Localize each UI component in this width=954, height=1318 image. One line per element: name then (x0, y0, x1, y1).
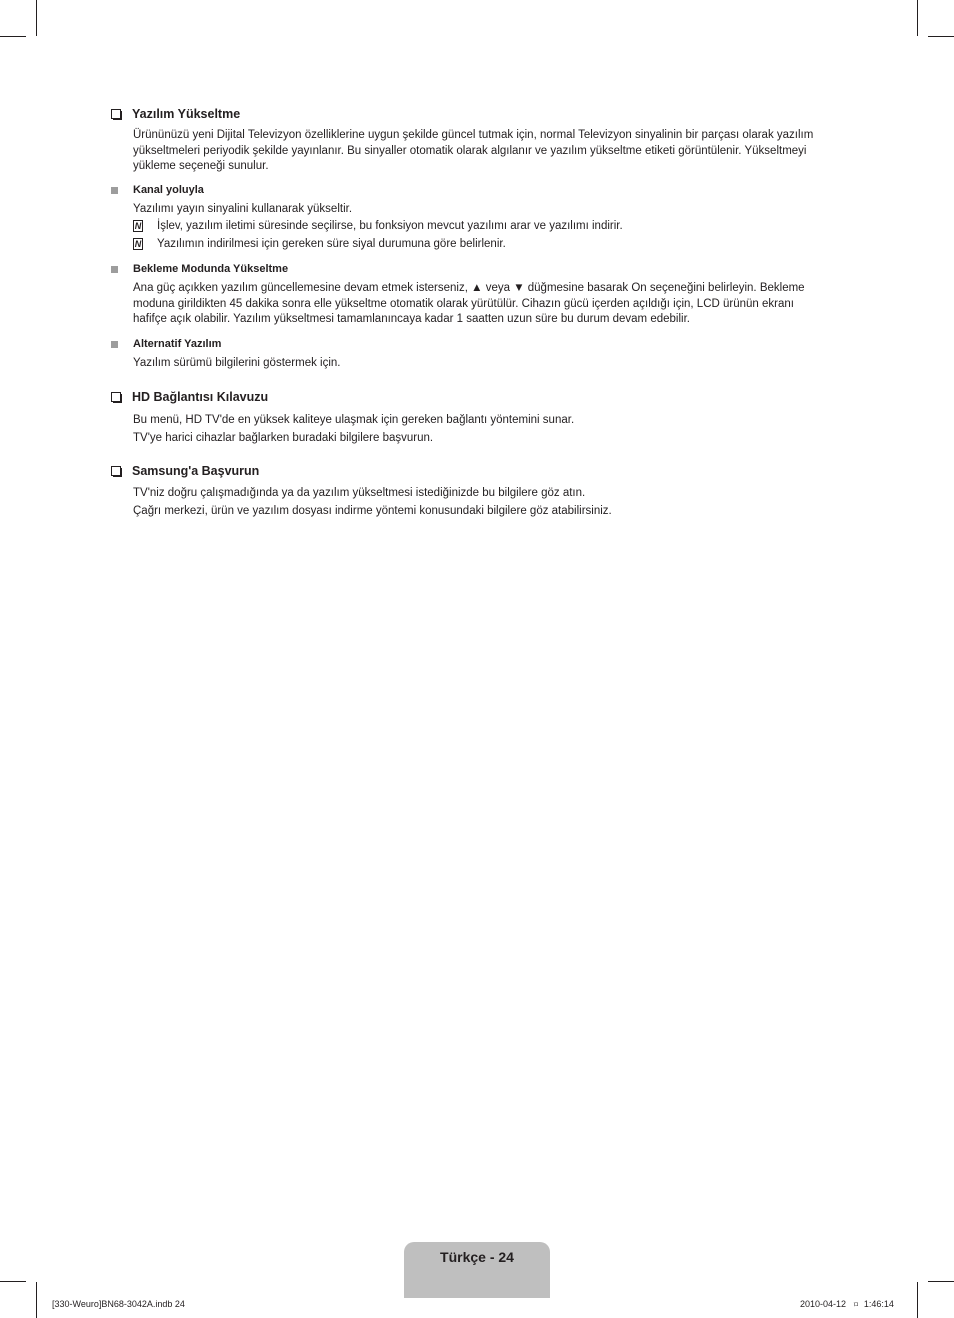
section-heading: Yazılım Yükseltme (110, 106, 830, 122)
crop-mark (917, 0, 918, 36)
square-bullet-icon (111, 187, 118, 194)
crop-mark (36, 1282, 37, 1318)
section-software-upgrade (110, 106, 830, 371)
section-hd-connection-guide (110, 389, 830, 447)
section-line: Çağrı merkezi, ürün ve yazılım dosyası indirme yöntemi konusundaki bilgilere göz atabilirsiniz. (133, 505, 612, 517)
note-n-icon: N (134, 221, 142, 231)
subsection-text: Yazılım sürümü bilgilerini göstermek için. (133, 356, 341, 369)
page-number-tab (404, 1242, 550, 1298)
manual-content (110, 106, 830, 520)
section-line: TV'niz doğru çalışmadığında ya da yazılım yükseltmesi istediğinizde bu bilgilere göz atın. (133, 487, 586, 499)
checkbox-bullet-icon (111, 109, 121, 119)
square-bullet-icon (111, 266, 118, 273)
subsection-heading: Bekleme Modunda Yükseltme (110, 262, 830, 277)
note-n-icon: N (134, 239, 142, 249)
section-line: TV'ye harici cihazlar bağlarken buradaki bilgilere başvurun. (133, 432, 434, 444)
crop-mark (36, 0, 37, 36)
subsection-heading: Alternatif Yazılım (110, 337, 830, 352)
section-line: Bu menü, HD TV'de en yüksek kaliteye ulaşmak için gereken bağlantı yöntemini sunar. (133, 414, 575, 426)
note-item: N Yazılımın indirilmesi için gereken süre siyal durumuna göre belirlenir. (134, 238, 506, 250)
section-intro: Ürününüzü yeni Dijital Televizyon özelliklerine uygun şekilde güncel tutmak için, normal Televizyon sinyalinin bir parçası olarak yazılım yükseltmeleri periyodik şekilde yayınlanır. Bu sinyaller otomatik olarak algılanır ve yazılım yükseltme etiketi görüntülenir. Yükseltmeyi yükleme seçeneği sunulur. (133, 129, 814, 172)
crop-mark (917, 1282, 918, 1318)
square-bullet-icon (111, 341, 118, 348)
print-timestamp (800, 1298, 894, 1312)
section-contact-samsung (110, 463, 830, 520)
print-time-marker: ㅁ (852, 1302, 860, 1309)
print-time: 1:46:14 (863, 1299, 894, 1309)
print-date: 2010-04-12 (800, 1299, 847, 1309)
print-file-info: [330-Weuro]BN68-3042A.indb 24 (52, 1299, 185, 1309)
subsection-text: Ana güç açıkken yazılım güncellemesine devam etmek isterseniz, ▲ veya ▼ düğmesine basarak On seçeneğini belirleyin. Bekleme moduna girildikten 45 dakika sonra elle yükseltme otomatik olarak yürütülür. Cihazın gücü içerden açıldığı için, LCD ürünün ekranı hafifçe açık olabilir. Yazılım yükseltmesi tamamlanıncaya kadar 1 saatten uzun süre bu durum devam edebilir. (133, 282, 805, 325)
crop-mark (0, 36, 26, 37)
subsection-heading: Kanal yoluyla (110, 183, 830, 198)
crop-mark (0, 1281, 26, 1282)
crop-mark (928, 1281, 954, 1282)
note-item: N İşlev, yazılım iletimi süresinde seçilirse, bu fonksiyon mevcut yazılımı arar ve yazılımı indirir. (134, 220, 623, 232)
subsection-text: Yazılımı yayın sinyalini kullanarak yükseltir. (133, 202, 353, 215)
section-heading: Samsung'a Başvurun (110, 463, 830, 479)
crop-mark (928, 36, 954, 37)
checkbox-bullet-icon (111, 392, 121, 402)
page-number-label: Türkçe - 24 (440, 1249, 514, 1265)
checkbox-bullet-icon (111, 466, 121, 476)
section-heading: HD Bağlantısı Kılavuzu (110, 389, 830, 405)
